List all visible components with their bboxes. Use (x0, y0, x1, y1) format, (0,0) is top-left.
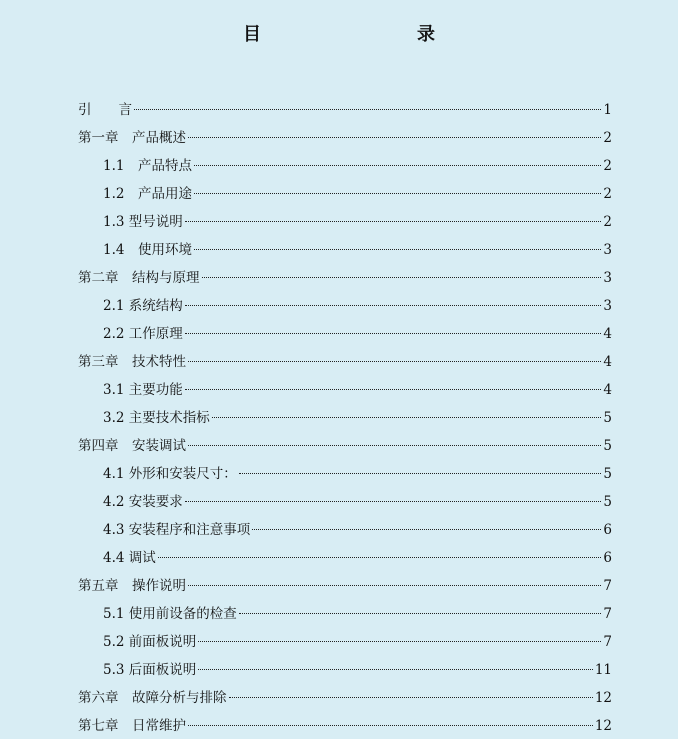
dot-leader (188, 585, 601, 586)
toc-entry-page-number: 7 (603, 634, 612, 650)
toc-entry-label: 1.4 使用环境 (103, 242, 192, 258)
toc-entry[interactable] (78, 320, 612, 348)
toc-entry-label: 4.3 安装程序和注意事项 (103, 522, 251, 538)
toc-entry[interactable] (78, 376, 612, 404)
toc-entry-page-number: 12 (594, 718, 612, 734)
dot-leader (202, 277, 602, 278)
toc-entry[interactable] (78, 236, 612, 264)
toc-entry[interactable] (78, 208, 612, 236)
toc-entry-page-number: 1 (603, 102, 612, 118)
toc-entry-page-number: 5 (603, 466, 612, 482)
toc-title: 目 录 (243, 24, 475, 45)
toc-entry-label: 4.2 安装要求 (103, 494, 183, 510)
toc-entry-page-number: 2 (603, 186, 612, 202)
toc-entry-page-number: 11 (594, 662, 612, 678)
toc-entry-page-number: 3 (603, 270, 612, 286)
toc-entry-page-number: 7 (603, 578, 612, 594)
toc-entry-page-number: 2 (603, 130, 612, 146)
toc-entry-label: 1.3 型号说明 (103, 214, 183, 230)
toc-entry-label: 3.2 主要技术指标 (103, 410, 210, 426)
toc-entry-page-number: 4 (603, 382, 612, 398)
toc-entry-label: 第六章 故障分析与排除 (78, 690, 227, 706)
toc-entry-label: 引 言 (78, 102, 132, 118)
toc-entry[interactable] (78, 544, 612, 572)
toc-entry-page-number: 5 (603, 494, 612, 510)
toc-entry[interactable] (78, 292, 612, 320)
dot-leader (134, 109, 601, 110)
toc-entry-page-number: 2 (603, 214, 612, 230)
dot-leader (185, 221, 602, 222)
dot-leader (185, 305, 602, 306)
toc-entry[interactable] (78, 600, 612, 628)
table-of-contents (78, 96, 612, 739)
toc-entry[interactable] (78, 460, 612, 488)
dot-leader (239, 613, 602, 614)
dot-leader (188, 137, 601, 138)
toc-entry-label: 5.3 后面板说明 (103, 662, 197, 678)
toc-entry-label: 4.1 外形和安装尺寸： (103, 466, 237, 482)
dot-leader (158, 557, 602, 558)
toc-entry[interactable] (78, 572, 612, 600)
toc-entry-page-number: 7 (603, 606, 612, 622)
toc-entry-label: 4.4 调试 (103, 550, 156, 566)
toc-entry-page-number: 4 (603, 354, 612, 370)
toc-entry-page-number: 12 (594, 690, 612, 706)
toc-entry[interactable] (78, 96, 612, 124)
dot-leader (188, 361, 601, 362)
dot-leader (185, 389, 602, 390)
toc-entry-page-number: 4 (603, 326, 612, 342)
toc-entry-label: 2.2 工作原理 (103, 326, 183, 342)
toc-entry[interactable] (78, 628, 612, 656)
toc-entry[interactable] (78, 488, 612, 516)
dot-leader (239, 473, 602, 474)
dot-leader (194, 165, 601, 166)
toc-entry-label: 第四章 安装调试 (78, 438, 186, 454)
dot-leader (194, 249, 601, 250)
dot-leader (252, 529, 601, 530)
toc-entry[interactable] (78, 180, 612, 208)
dot-leader (198, 669, 593, 670)
toc-entry-label: 第二章 结构与原理 (78, 270, 200, 286)
dot-leader (212, 417, 602, 418)
toc-entry-page-number: 3 (603, 298, 612, 314)
toc-entry[interactable] (78, 348, 612, 376)
dot-leader (185, 333, 602, 334)
dot-leader (188, 725, 593, 726)
toc-entry[interactable] (78, 124, 612, 152)
toc-entry-label: 第一章 产品概述 (78, 130, 186, 146)
dot-leader (188, 445, 601, 446)
toc-entry-label: 5.1 使用前设备的检查 (103, 606, 237, 622)
toc-entry[interactable] (78, 264, 612, 292)
toc-entry[interactable] (78, 684, 612, 712)
toc-entry-label: 5.2 前面板说明 (103, 634, 197, 650)
toc-entry-label: 第三章 技术特性 (78, 354, 186, 370)
dot-leader (185, 501, 602, 502)
toc-entry-label: 1.2 产品用途 (103, 186, 192, 202)
toc-entry-label: 3.1 主要功能 (103, 382, 183, 398)
toc-entry[interactable] (78, 152, 612, 180)
toc-entry-page-number: 6 (603, 522, 612, 538)
toc-entry[interactable] (78, 516, 612, 544)
toc-entry-page-number: 6 (603, 550, 612, 566)
toc-entry[interactable] (78, 712, 612, 739)
toc-entry-label: 第五章 操作说明 (78, 578, 186, 594)
dot-leader (194, 193, 601, 194)
toc-entry[interactable] (78, 404, 612, 432)
dot-leader (229, 697, 593, 698)
dot-leader (198, 641, 601, 642)
toc-entry[interactable] (78, 432, 612, 460)
toc-entry-label: 1.1 产品特点 (103, 158, 192, 174)
toc-entry-page-number: 5 (603, 410, 612, 426)
toc-entry[interactable] (78, 656, 612, 684)
toc-entry-label: 2.1 系统结构 (103, 298, 183, 314)
toc-entry-page-number: 2 (603, 158, 612, 174)
toc-entry-page-number: 3 (603, 242, 612, 258)
toc-entry-page-number: 5 (603, 438, 612, 454)
toc-entry-label: 第七章 日常维护 (78, 718, 186, 734)
